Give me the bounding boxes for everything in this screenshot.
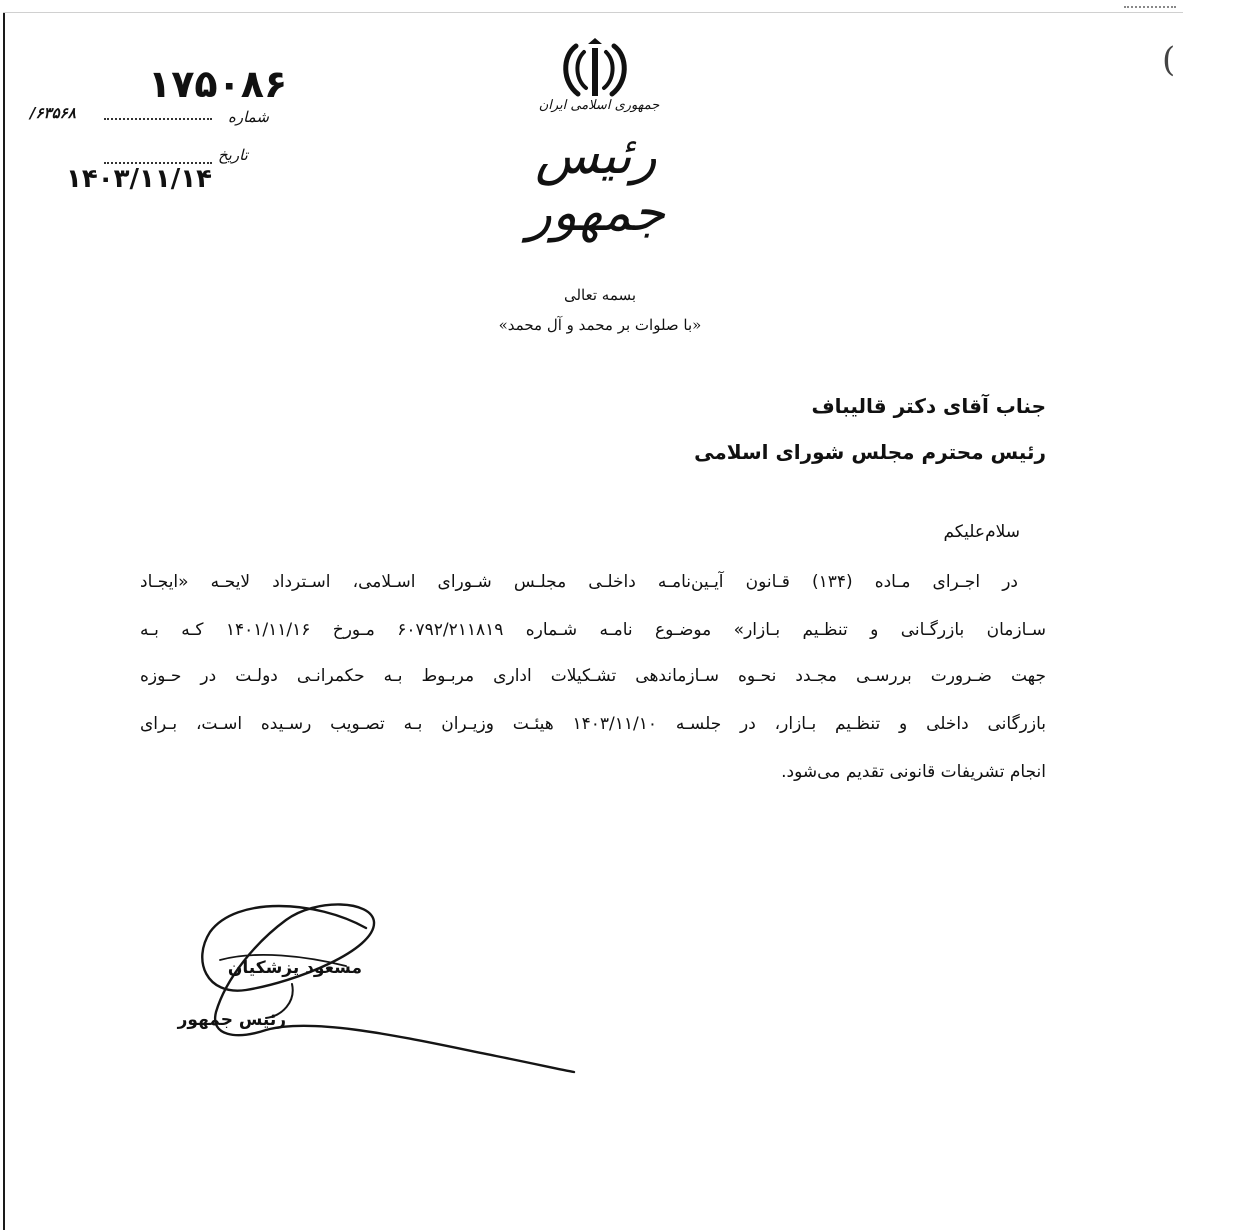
registration-stamp-number: ۱۷۵۰۸۶ bbox=[148, 62, 288, 106]
body-line: در اجـرای مـاده (۱۳۴) قـانون آیـین‌نامـه داخلـی مجلـس شـورای اسـلامی، اسـترداد لایحـه «ایجـاد bbox=[140, 572, 1018, 592]
letterhead-title: رئیس جمهور bbox=[526, 126, 666, 244]
signer-name: مسعود پزشکیان bbox=[227, 958, 362, 978]
emblem-caption: جمهوری اسلامی ایران bbox=[538, 98, 660, 113]
body-line: جهت ضـرورت بررسـی مجـدد نحـوه سـازماندهی تشـکیلات اداری مربـوط بـه حکمرانـی دولـت در حـوزه bbox=[140, 666, 1046, 686]
handwritten-signature bbox=[177, 880, 596, 1080]
addressee-role: رئیس محترم مجلس شورای اسلامی bbox=[694, 440, 1046, 464]
number-label: شماره bbox=[228, 108, 269, 126]
corner-scan-mark bbox=[1124, 6, 1176, 11]
margin-bracket-mark: ( bbox=[1162, 40, 1176, 80]
letter-date: ۱۴۰۳/۱۱/۱۴ bbox=[66, 164, 212, 194]
date-label: تاریخ bbox=[218, 146, 248, 164]
basmala: بسمه تعالی bbox=[563, 286, 637, 304]
number-dotted-line bbox=[104, 118, 212, 120]
greeting: سلام‌علیکم bbox=[943, 522, 1020, 542]
reference-number: ۶۳۵۶۸/ bbox=[30, 104, 76, 122]
page-left-border bbox=[3, 12, 5, 1230]
page-top-border bbox=[3, 12, 1183, 13]
body-line: بازرگانی داخلی و تنظـیم بـازار، در جلسـه ۱۴۰۳/۱۱/۱۰ هیئـت وزیـران بـه تصـویب رسـیده اسـت، بـرای bbox=[140, 714, 1046, 734]
salawat: «با صلوات بر محمد و آل محمد» bbox=[498, 316, 702, 334]
addressee-name: جناب آقای دکتر قالیباف bbox=[811, 394, 1046, 418]
iran-emblem-icon bbox=[556, 38, 634, 100]
body-line: سـازمان بازرگـانی و تنظـیم بـازار» موضـوع نامـه شـماره ۶۰۷۹۲/۲۱۱۸۱۹ مـورخ ۱۴۰۱/۱۱/۱۶ کـه بـه bbox=[140, 620, 1047, 640]
body-line: انجام تشریفات قانونی تقدیم می‌شود. bbox=[781, 762, 1046, 782]
signer-title: رئیس جمهور bbox=[177, 1010, 286, 1030]
